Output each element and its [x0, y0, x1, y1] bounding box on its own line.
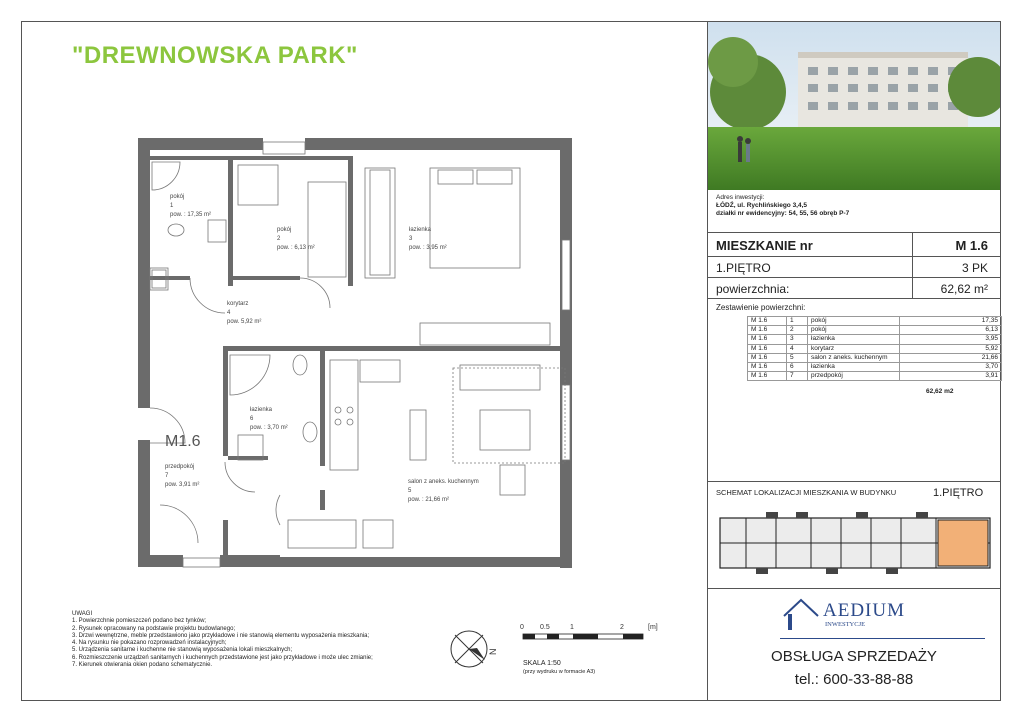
unit-number-value: M 1.6: [955, 238, 988, 253]
area-value: 3,91: [900, 372, 1002, 381]
areas-table: [747, 316, 1002, 381]
area-value: 6,13: [900, 326, 1002, 335]
scale-tick: 0.5: [540, 624, 550, 631]
room-6-name: łazienka: [250, 407, 273, 413]
north-compass-icon: [447, 626, 503, 672]
room-6-area: pow. : 3,70 m²: [250, 425, 288, 431]
note-item: 3. Drzwi wewnętrzne, meble przedstawiono jako przykładowe i nie stanowią elementu wyposażenia mieszkania;: [72, 632, 370, 639]
room-1-num: 3: [409, 236, 413, 242]
divider: [708, 277, 1000, 278]
area-num: 3: [787, 335, 808, 344]
note-item: 1. Powierzchnie pomieszczeń podano bez tynków;: [72, 618, 207, 625]
note-item: 4. Na rysunku nie pokazano rozprowadzeń instalacyjnych;: [72, 640, 227, 647]
area-value: 3,70: [900, 362, 1002, 371]
scale-label: SKALA 1:50: [523, 660, 561, 667]
area-room: pokój: [808, 326, 900, 335]
note-item: 2. Rysunek opracowany na podstawie projektu budowlanego;: [72, 625, 236, 632]
area-row: [748, 335, 1002, 344]
logo-rule: [780, 638, 985, 639]
room-4-area: pow. 5,92 m²: [227, 319, 262, 325]
room-2-num: 2: [277, 236, 281, 242]
area-room: łazienka: [808, 335, 900, 344]
area-value: 62,62 m²: [940, 282, 988, 296]
room-4-name: korytarz: [227, 301, 249, 307]
area-unit: M 1.6: [748, 353, 787, 362]
building-photo: [708, 22, 1000, 190]
room-3-area: pow. : 17,35 m²: [170, 212, 212, 218]
area-row: [748, 362, 1002, 371]
area-row: [748, 372, 1002, 381]
area-room: korytarz: [808, 344, 900, 353]
room-7-name: przedpokój: [165, 464, 195, 470]
area-value: 21,66: [900, 353, 1002, 362]
divider: [708, 232, 1000, 233]
area-value: 17,35: [900, 317, 1002, 326]
area-unit: M 1.6: [748, 372, 787, 381]
address-block: [716, 194, 849, 218]
rooms-value: 3 PK: [961, 261, 988, 275]
logo-sub: INWESTYCJE: [825, 621, 866, 628]
divider: [708, 256, 1000, 257]
area-row: [748, 353, 1002, 362]
area-label: powierzchnia:: [716, 282, 790, 296]
scale-bar: [520, 620, 670, 650]
divider: [708, 481, 1000, 482]
area-row: [748, 344, 1002, 353]
address-label: Adres inwestycji:: [716, 194, 765, 201]
compass-label: N: [488, 648, 498, 655]
address-line-1: ŁÓDŹ, ul. Rychlińskiego 3,4,5: [716, 202, 808, 209]
building-location-schema: [716, 510, 996, 582]
floor-plan: [120, 110, 590, 585]
sales-label: OBSŁUGA SPRZEDAŻY: [771, 648, 937, 665]
area-num: 1: [787, 317, 808, 326]
area-row: [748, 326, 1002, 335]
note-item: 6. Rozmieszczenie urządzeń sanitarnych i kuchennych przedstawione jest jako przykładowe i może ulec zmianie;: [72, 654, 373, 661]
area-room: przedpokój: [808, 372, 900, 381]
room-2-area: pow. : 6,13 m²: [277, 245, 315, 251]
area-value: 3,95: [900, 335, 1002, 344]
divider: [708, 588, 1000, 589]
scale-tick: 2: [620, 624, 624, 631]
area-room: pokój: [808, 317, 900, 326]
area-unit: M 1.6: [748, 326, 787, 335]
room-3-name: pokój: [170, 194, 185, 200]
divider: [912, 232, 913, 298]
area-num: 6: [787, 362, 808, 371]
schema-floor: 1.PIĘTRO: [933, 487, 984, 499]
unit-number-label: MIESZKANIE nr: [716, 238, 813, 253]
scale-sub: (przy wydruku w formacie A3): [523, 669, 596, 675]
highlighted-unit: [938, 520, 988, 566]
areas-title: Zestawienie powierzchni:: [716, 303, 806, 312]
areas-total: 62,62 m2: [926, 388, 954, 395]
room-7-num: 7: [165, 473, 169, 479]
area-unit: M 1.6: [748, 344, 787, 353]
schema-title: SCHEMAT LOKALIZACJI MIESZKANIA W BUDYNKU: [716, 488, 897, 497]
note-item: 5. Urządzenia sanitarne i kuchenne nie stanowią wyposażenia lokali mieszkalnych;: [72, 647, 293, 654]
area-room: salon z aneks. kuchennym: [808, 353, 900, 362]
area-row: [748, 317, 1002, 326]
room-5-area: pow. : 21,66 m²: [408, 497, 450, 503]
area-value: 5,92: [900, 344, 1002, 353]
scale-tick: [m]: [648, 624, 658, 631]
room-1-area: pow. : 3,95 m²: [409, 245, 447, 251]
house-logo-icon: [780, 596, 822, 632]
room-1-name: łazienka: [409, 227, 432, 233]
note-item: 7. Kierunek otwierania okien podano schematycznie.: [72, 662, 213, 669]
room-4-num: 4: [227, 310, 231, 316]
scale-tick: 1: [570, 624, 574, 631]
note-heading: UWAGI: [72, 611, 93, 617]
area-num: 5: [787, 353, 808, 362]
room-5-num: 5: [408, 488, 412, 494]
area-num: 7: [787, 372, 808, 381]
floor-label: 1.PIĘTRO: [716, 261, 771, 275]
area-unit: M 1.6: [748, 317, 787, 326]
project-title: "DREWNOWSKA PARK": [72, 42, 358, 69]
address-line-2: działki nr ewidencyjny: 54, 55, 56 obręb P-7: [716, 210, 850, 217]
room-2-name: pokój: [277, 227, 292, 233]
unit-label: M1.6: [165, 433, 201, 450]
area-unit: M 1.6: [748, 362, 787, 371]
divider: [708, 298, 1000, 299]
sales-phone[interactable]: tel.: 600-33-88-88: [794, 671, 914, 688]
area-unit: M 1.6: [748, 335, 787, 344]
room-3-num: 1: [170, 203, 174, 209]
notes-block: [72, 611, 373, 669]
area-num: 2: [787, 326, 808, 335]
area-num: 4: [787, 344, 808, 353]
scale-tick: 0: [520, 624, 524, 631]
logo-name: AEDIUM: [823, 600, 905, 621]
room-7-area: pow. 3,91 m²: [165, 482, 200, 488]
area-room: łazienka: [808, 362, 900, 371]
room-6-num: 6: [250, 416, 254, 422]
room-5-name: salon z aneks. kuchennym: [408, 479, 479, 485]
